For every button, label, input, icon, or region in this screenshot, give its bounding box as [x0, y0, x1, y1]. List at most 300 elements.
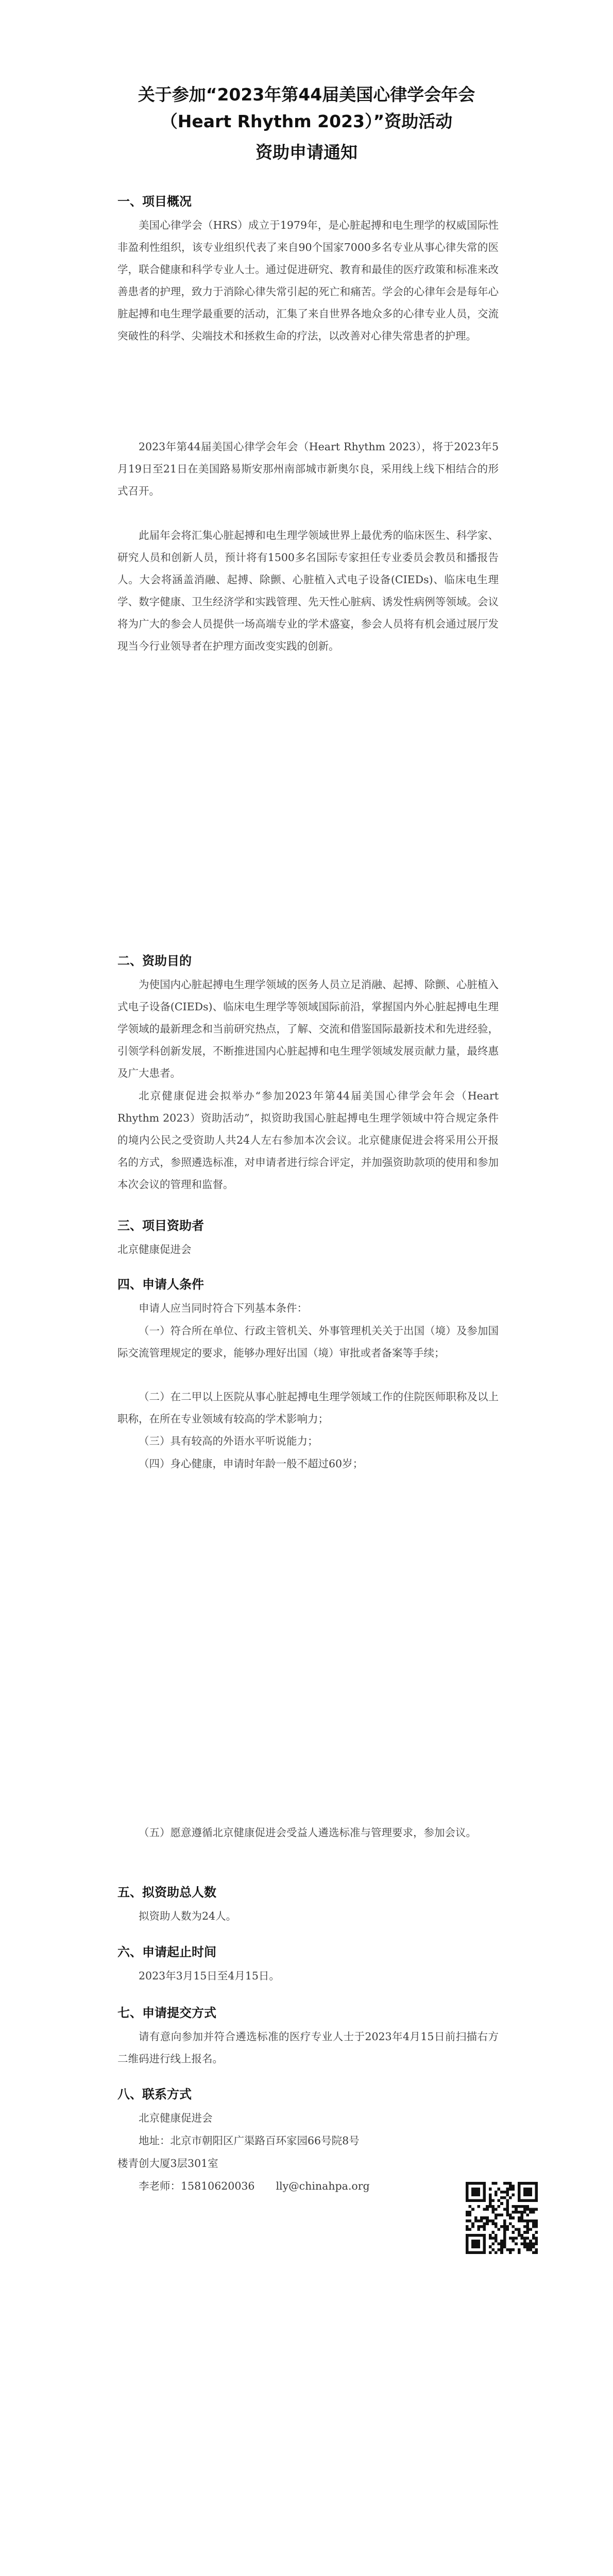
- qr-module: [529, 2191, 532, 2194]
- qr-module: [466, 2214, 469, 2217]
- qr-module: [515, 2205, 518, 2208]
- qr-module: [486, 2208, 489, 2211]
- qr-module: [518, 2182, 521, 2185]
- qr-module: [535, 2196, 538, 2199]
- qr-module: [469, 2211, 472, 2214]
- qr-module: [529, 2245, 532, 2248]
- section-1-paragraph-1: 美国心律学会（HRS）成立于1979年，是心脏起搏和电生理学的权威国际性非盈利性组织，该专业组织代表了来自90个国家7000多名专业从事心律失常的医学，联合健康和科学专业人士。通过促进研究、教育和最佳的医疗政策和标准来改善患者的护理，致力于消除心律失常引起的死亡和痛苦。学会的心律年会是每年心脏起搏和电生理学最重要的活动，汇集了来自世界各地众多的心律专业人员，交流突破性的科学、尖端技术和拯救生命的疗法，以改善对心律失常患者的护理。: [117, 219, 499, 342]
- qr-module: [529, 2208, 532, 2211]
- qr-module: [483, 2196, 486, 2199]
- qr-module: [469, 2219, 472, 2223]
- qr-module: [503, 2208, 506, 2211]
- qr-module: [512, 2211, 515, 2214]
- qr-module: [535, 2208, 538, 2211]
- qr-module: [532, 2243, 535, 2246]
- qr-module: [512, 2248, 515, 2251]
- section-1-paragraph-3: 此届年会将汇集心脏起搏和电生理学领域世界上最优秀的临床医生、科学家、研究人员和创新人员，预计将有1500多名国际专家担任专业委员会教员和播报告人。大会将涵盖消融、起搏、除颤、心脏植入式电子设备(CIEDs)、临床电生理学、数字健康、卫生经济学和实践管理、先天性心脏病、诱发性病例等领域。会议将为广大的参会人员提供一场高端专业的学术盛宴，参会人员将有机会通过展厅发现当今行业领导者在护理方面改变实践的创新。: [117, 529, 499, 652]
- qr-module: [523, 2231, 526, 2234]
- qr-module: [474, 2191, 478, 2194]
- qr-module: [526, 2191, 530, 2194]
- qr-module: [474, 2219, 478, 2223]
- qr-module: [520, 2216, 523, 2219]
- qr-module: [500, 2191, 503, 2194]
- qr-module: [526, 2219, 530, 2223]
- section-5-text: 拟资助人数为24人。: [139, 1910, 237, 1922]
- qr-module: [466, 2188, 469, 2191]
- qr-module: [498, 2243, 501, 2246]
- qr-module: [523, 2191, 526, 2194]
- qr-module: [518, 2234, 521, 2237]
- qr-module: [515, 2211, 518, 2214]
- qr-module: [474, 2245, 478, 2248]
- qr-module: [523, 2193, 526, 2196]
- qr-module: [518, 2205, 521, 2208]
- qr-module: [498, 2214, 501, 2217]
- qr-module: [471, 2225, 474, 2228]
- qr-module: [466, 2236, 469, 2240]
- qr-module: [529, 2193, 532, 2196]
- qr-module: [526, 2214, 530, 2217]
- qr-module: [518, 2185, 521, 2188]
- qr-module: [526, 2193, 530, 2196]
- qr-module: [512, 2193, 515, 2196]
- qr-module: [529, 2240, 532, 2243]
- qr-module: [466, 2240, 469, 2243]
- qr-module: [474, 2199, 478, 2202]
- qr-module: [526, 2245, 530, 2248]
- qr-module: [480, 2182, 483, 2185]
- qr-module: [503, 2191, 506, 2194]
- qr-module: [526, 2243, 530, 2246]
- title-line-3: 资助申请通知: [256, 142, 357, 162]
- qr-module: [535, 2185, 538, 2188]
- qr-module: [489, 2205, 492, 2208]
- qr-module: [503, 2245, 506, 2248]
- qr-module: [500, 2196, 503, 2199]
- qr-module: [518, 2219, 521, 2223]
- qr-module: [532, 2222, 535, 2225]
- qr-module: [535, 2251, 538, 2254]
- qr-module: [509, 2214, 512, 2217]
- qr-module: [526, 2222, 530, 2225]
- qr-module: [518, 2191, 521, 2194]
- qr-module: [523, 2225, 526, 2228]
- qr-module: [474, 2240, 478, 2243]
- qr-module: [489, 2196, 492, 2199]
- qr-module: [535, 2243, 538, 2246]
- qr-module: [500, 2248, 503, 2251]
- qr-module: [532, 2236, 535, 2240]
- qr-module: [518, 2188, 521, 2191]
- section-4-condition-5: （五）愿意遵循北京健康促进会受益人遴选标准与管理要求，参加会议。: [139, 1826, 476, 1839]
- section-4-condition-4: （四）身心健康，申请时年龄一般不超过60岁；: [139, 1458, 364, 1470]
- qr-module: [466, 2191, 469, 2194]
- qr-module: [506, 2205, 509, 2208]
- qr-module: [466, 2199, 469, 2202]
- section-6-heading: 六、申请起止时间: [117, 1945, 216, 1959]
- qr-module: [491, 2219, 495, 2223]
- qr-module: [523, 2199, 526, 2202]
- qr-module: [471, 2193, 474, 2196]
- qr-module: [491, 2199, 495, 2202]
- qr-module: [509, 2248, 512, 2251]
- qr-module: [535, 2236, 538, 2240]
- qr-module: [520, 2199, 523, 2202]
- qr-module: [495, 2240, 498, 2243]
- qr-module: [509, 2236, 512, 2240]
- qr-module: [520, 2205, 523, 2208]
- qr-module: [506, 2211, 509, 2214]
- qr-module: [466, 2211, 469, 2214]
- section-1-heading: 一、项目概况: [117, 194, 192, 209]
- qr-module: [466, 2196, 469, 2199]
- qr-module: [518, 2251, 521, 2254]
- qr-module: [483, 2240, 486, 2243]
- qr-module: [491, 2248, 495, 2251]
- qr-module: [474, 2243, 478, 2246]
- qr-module: [529, 2182, 532, 2185]
- qr-module: [500, 2251, 503, 2254]
- qr-module: [503, 2225, 506, 2228]
- qr-module: [477, 2245, 480, 2248]
- qr-module: [526, 2182, 530, 2185]
- qr-module: [474, 2251, 478, 2254]
- qr-module: [491, 2231, 495, 2234]
- qr-module: [532, 2182, 535, 2185]
- section-4-condition-1: （一）符合所在单位、行政主管机关、外事管理机关关于出国（境）及参加国际交流管理规定的要求，能够办理好出国（境）审批或者备案等手续；: [117, 1325, 499, 1359]
- qr-module: [486, 2216, 489, 2219]
- qr-module: [495, 2208, 498, 2211]
- qr-module: [469, 2228, 472, 2231]
- qr-module: [515, 2208, 518, 2211]
- qr-module: [491, 2211, 495, 2214]
- qr-module: [489, 2199, 492, 2202]
- qr-module: [500, 2202, 503, 2205]
- qr-module: [506, 2182, 509, 2185]
- qr-module: [495, 2216, 498, 2219]
- qr-module: [471, 2243, 474, 2246]
- qr-module: [518, 2196, 521, 2199]
- section-8-heading: 八、联系方式: [117, 2087, 192, 2102]
- qr-module: [466, 2243, 469, 2246]
- qr-module: [506, 2208, 509, 2211]
- qr-module: [498, 2205, 501, 2208]
- qr-module: [503, 2222, 506, 2225]
- qr-module: [503, 2219, 506, 2223]
- qr-module: [491, 2222, 495, 2225]
- qr-module: [535, 2199, 538, 2202]
- qr-module: [486, 2222, 489, 2225]
- qr-module: [498, 2248, 501, 2251]
- qr-module: [535, 2191, 538, 2194]
- qr-module: [523, 2219, 526, 2223]
- qr-module: [523, 2182, 526, 2185]
- qr-module: [500, 2245, 503, 2248]
- qr-module: [532, 2225, 535, 2228]
- qr-module: [515, 2228, 518, 2231]
- qr-module: [483, 2193, 486, 2196]
- section-4-heading: 四、申请人条件: [117, 1277, 204, 1292]
- qr-module: [526, 2228, 530, 2231]
- section-1-paragraph-2: 2023年第44届美国心律学会年会（Heart Rhythm 2023），将于2023年5月19日至21日在美国路易斯安那州南部城市新奥尔良，采用线上线下相结合的形式召开。: [117, 440, 499, 497]
- qr-module: [509, 2196, 512, 2199]
- qr-module: [518, 2248, 521, 2251]
- qr-module: [523, 2243, 526, 2246]
- qr-module: [483, 2182, 486, 2185]
- qr-module: [471, 2234, 474, 2237]
- qr-module: [480, 2219, 483, 2223]
- qr-module: [483, 2199, 486, 2202]
- qr-module: [506, 2188, 509, 2191]
- qr-module: [535, 2182, 538, 2185]
- qr-module: [491, 2208, 495, 2211]
- qr-module: [523, 2211, 526, 2214]
- qr-module: [489, 2202, 492, 2205]
- qr-module: [483, 2225, 486, 2228]
- qr-module: [526, 2208, 530, 2211]
- qr-module: [483, 2234, 486, 2237]
- qr-module: [518, 2211, 521, 2214]
- qr-module: [491, 2243, 495, 2246]
- qr-module: [520, 2214, 523, 2217]
- qr-module: [526, 2236, 530, 2240]
- qr-module: [477, 2228, 480, 2231]
- qr-module: [483, 2188, 486, 2191]
- qr-code-image[interactable]: [466, 2182, 538, 2254]
- section-2-paragraph-1: 为使国内心脏起搏电生理学领域的医务人员立足消融、起搏、除颤、心脏植入式电子设备(CIEDs)、临床电生理学等领域国际前沿，掌握国内外心脏起搏电生理学领域的最新理念和当前研究热点，了解、交流和借鉴国际最新技术和先进经验，引领学科创新发展，不断推进国内心脏起搏和电生理学领域发展贡献力量，最终惠及广大患者。: [117, 978, 499, 1079]
- qr-module: [500, 2225, 503, 2228]
- title-line-2: （Heart Rhythm 2023）”资助活动: [160, 111, 453, 131]
- qr-module: [498, 2188, 501, 2191]
- qr-module: [469, 2182, 472, 2185]
- section-4-condition-3: （三）具有较高的外语水平听说能力；: [139, 1435, 318, 1447]
- qr-module: [466, 2245, 469, 2248]
- qr-module: [512, 2188, 515, 2191]
- qr-module: [506, 2248, 509, 2251]
- section-5-heading: 五、拟资助总人数: [117, 1885, 216, 1900]
- qr-module: [526, 2199, 530, 2202]
- qr-module: [483, 2251, 486, 2254]
- qr-module: [483, 2248, 486, 2251]
- qr-module: [471, 2188, 474, 2191]
- qr-module: [489, 2219, 492, 2223]
- qr-module: [535, 2219, 538, 2223]
- qr-module: [526, 2205, 530, 2208]
- qr-module: [518, 2231, 521, 2234]
- qr-module: [474, 2216, 478, 2219]
- qr-module: [518, 2193, 521, 2196]
- qr-module: [483, 2236, 486, 2240]
- qr-module: [480, 2225, 483, 2228]
- title-line-1: 关于参加“2023年第44届美国心律学会年会: [138, 84, 475, 105]
- qr-module: [491, 2236, 495, 2240]
- qr-module: [471, 2222, 474, 2225]
- section-2-paragraph-2: 北京健康促进会拟举办“参加2023年第44届美国心律学会年会（Heart Rhythm 2023）资助活动”，拟资助我国心脏起搏电生理学领域中符合规定条件的境内公民之受资助人共24人左右参加本次会议。北京健康促进会将采用公开报名的方式，参照遴选标准，对申请者进行综合评定，并加强资助款项的使用和参加本次会议的管理和监督。: [117, 1090, 499, 1191]
- qr-module: [509, 2185, 512, 2188]
- qr-module: [477, 2182, 480, 2185]
- qr-module: [532, 2251, 535, 2254]
- qr-module: [495, 2251, 498, 2254]
- qr-module: [529, 2219, 532, 2223]
- qr-module: [529, 2248, 532, 2251]
- qr-module: [535, 2222, 538, 2225]
- qr-module: [498, 2199, 501, 2202]
- qr-module: [509, 2182, 512, 2185]
- qr-module: [477, 2199, 480, 2202]
- qr-module: [466, 2225, 469, 2228]
- qr-module: [495, 2222, 498, 2225]
- qr-module: [512, 2231, 515, 2234]
- qr-module: [523, 2205, 526, 2208]
- qr-module: [506, 2225, 509, 2228]
- qr-module: [469, 2205, 472, 2208]
- qr-module: [509, 2188, 512, 2191]
- qr-module: [471, 2251, 474, 2254]
- qr-module: [535, 2188, 538, 2191]
- qr-module: [480, 2251, 483, 2254]
- qr-module: [526, 2231, 530, 2234]
- qr-module: [518, 2216, 521, 2219]
- qr-module: [535, 2240, 538, 2243]
- qr-module: [535, 2231, 538, 2234]
- qr-module: [506, 2191, 509, 2194]
- qr-module: [523, 2236, 526, 2240]
- qr-module: [491, 2205, 495, 2208]
- qr-module: [512, 2236, 515, 2240]
- qr-module: [520, 2182, 523, 2185]
- qr-module: [489, 2251, 492, 2254]
- qr-module: [503, 2196, 506, 2199]
- qr-module: [523, 2188, 526, 2191]
- section-3-text: 北京健康促进会: [117, 1243, 192, 1256]
- qr-module: [483, 2245, 486, 2248]
- qr-module: [477, 2243, 480, 2246]
- qr-module: [466, 2248, 469, 2251]
- qr-module: [512, 2216, 515, 2219]
- qr-module: [495, 2236, 498, 2240]
- qr-module: [466, 2185, 469, 2188]
- qr-module: [477, 2193, 480, 2196]
- qr-module: [489, 2245, 492, 2248]
- qr-module: [500, 2240, 503, 2243]
- qr-module: [500, 2214, 503, 2217]
- qr-module: [471, 2182, 474, 2185]
- qr-module: [526, 2188, 530, 2191]
- qr-module: [506, 2228, 509, 2231]
- qr-module: [506, 2202, 509, 2205]
- qr-module: [495, 2234, 498, 2237]
- qr-module: [503, 2243, 506, 2246]
- qr-module: [486, 2219, 489, 2223]
- qr-module: [491, 2182, 495, 2185]
- qr-module: [471, 2199, 474, 2202]
- qr-module: [529, 2199, 532, 2202]
- qr-module: [466, 2228, 469, 2231]
- qr-module: [518, 2228, 521, 2231]
- qr-module: [529, 2243, 532, 2246]
- qr-module: [471, 2191, 474, 2194]
- qr-module: [489, 2236, 492, 2240]
- qr-module: [495, 2182, 498, 2185]
- section-6-text: 2023年3月15日至4月15日。: [139, 1970, 280, 1982]
- qr-module: [515, 2236, 518, 2240]
- qr-module: [518, 2199, 521, 2202]
- qr-module: [495, 2191, 498, 2194]
- qr-module: [471, 2245, 474, 2248]
- qr-module: [506, 2193, 509, 2196]
- qr-module: [483, 2228, 486, 2231]
- qr-module: [474, 2234, 478, 2237]
- qr-module: [520, 2234, 523, 2237]
- qr-module: [520, 2236, 523, 2240]
- qr-module: [474, 2193, 478, 2196]
- qr-module: [483, 2208, 486, 2211]
- qr-module: [483, 2216, 486, 2219]
- qr-module: [477, 2188, 480, 2191]
- qr-module: [506, 2214, 509, 2217]
- qr-module: [520, 2243, 523, 2246]
- qr-module: [466, 2219, 469, 2223]
- qr-module: [489, 2188, 492, 2191]
- section-7-text: 请有意向参加并符合遴选标准的医疗专业人士于2023年4月15日前扫描右方二维码进行线上报名。: [117, 2030, 499, 2065]
- qr-module: [483, 2191, 486, 2194]
- qr-module: [466, 2182, 469, 2185]
- qr-module: [532, 2245, 535, 2248]
- qr-module: [529, 2188, 532, 2191]
- section-8-org: 北京健康促进会: [139, 2112, 213, 2124]
- qr-module: [532, 2219, 535, 2223]
- qr-module: [512, 2205, 515, 2208]
- qr-module: [520, 2219, 523, 2223]
- qr-module: [483, 2243, 486, 2246]
- qr-module: [477, 2191, 480, 2194]
- qr-module: [520, 2211, 523, 2214]
- qr-module: [477, 2251, 480, 2254]
- qr-module: [495, 2225, 498, 2228]
- section-4-condition-2: （二）在二甲以上医院从事心脏起搏电生理学领域工作的住院医师职称及以上职称，在所在专业领域有较高的学术影响力；: [117, 1391, 499, 1425]
- qr-module: [471, 2240, 474, 2243]
- qr-module: [535, 2248, 538, 2251]
- section-3-heading: 三、项目资助者: [117, 1218, 204, 1233]
- qr-module: [509, 2251, 512, 2254]
- qr-module: [526, 2248, 530, 2251]
- qr-module: [466, 2251, 469, 2254]
- qr-module: [532, 2208, 535, 2211]
- qr-module: [498, 2228, 501, 2231]
- qr-module: [512, 2185, 515, 2188]
- qr-module: [500, 2243, 503, 2246]
- qr-module: [512, 2240, 515, 2243]
- qr-module: [483, 2185, 486, 2188]
- qr-module: [466, 2193, 469, 2196]
- qr-module: [529, 2211, 532, 2214]
- qr-module: [509, 2222, 512, 2225]
- qr-module: [477, 2240, 480, 2243]
- qr-module: [503, 2228, 506, 2231]
- qr-module: [535, 2225, 538, 2228]
- qr-module: [469, 2199, 472, 2202]
- qr-module: [477, 2234, 480, 2237]
- qr-module: [503, 2231, 506, 2234]
- qr-module: [523, 2208, 526, 2211]
- qr-module: [506, 2199, 509, 2202]
- qr-module: [495, 2193, 498, 2196]
- qr-module: [503, 2182, 506, 2185]
- qr-module: [477, 2205, 480, 2208]
- qr-module: [523, 2245, 526, 2248]
- section-4-intro: 申请人应当同时符合下列基本条件：: [139, 1302, 308, 1314]
- qr-module: [477, 2225, 480, 2228]
